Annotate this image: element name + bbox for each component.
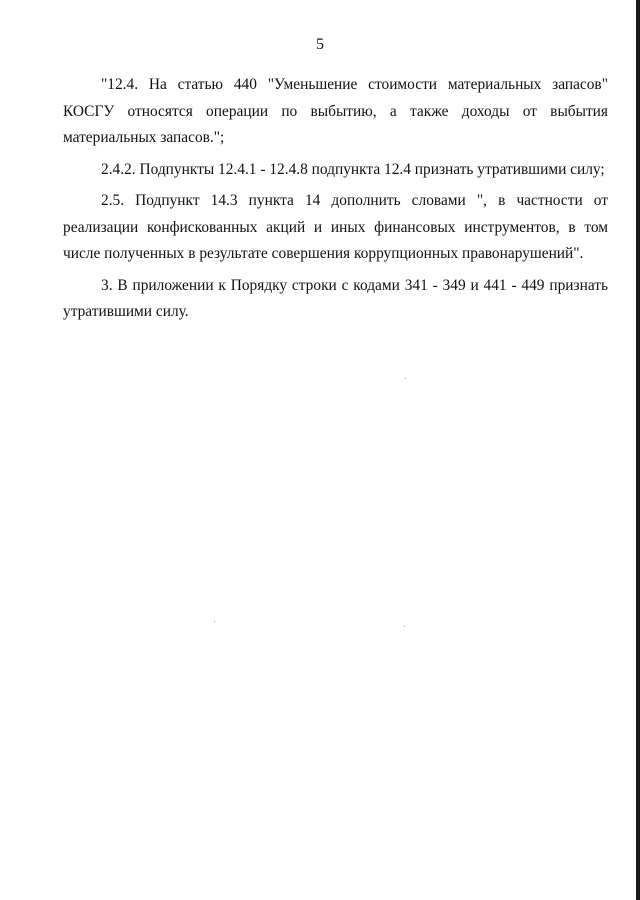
- scan-speck: [405, 378, 406, 379]
- paragraph-12-4: "12.4. На статью 440 "Уменьшение стоимости материальных запасов" КОСГУ относятся операции по выбытию, а также доходы от выбытия материальных запасов.";: [63, 76, 608, 146]
- scan-edge: [636, 0, 640, 900]
- paragraph-3: 3. В приложении к Порядку строки с кодами 341 - 349 и 441 - 449 признать утратившими силу.: [63, 276, 608, 320]
- paragraph-2-4-2: 2.4.2. Подпункты 12.4.1 - 12.4.8 подпункта 12.4 признать утратившими силу;: [101, 160, 605, 178]
- document-body: [63, 72, 608, 326]
- scan-speck: [404, 626, 405, 627]
- page-number: 5: [316, 36, 324, 53]
- paragraph-2-5: 2.5. Подпункт 14.3 пункта 14 дополнить словами ", в частности от реализации конфискованных акций и иных финансовых инструментов, в том числе полученных в результате совершения коррупционных правонарушений".: [63, 192, 608, 262]
- scan-speck: [214, 621, 215, 622]
